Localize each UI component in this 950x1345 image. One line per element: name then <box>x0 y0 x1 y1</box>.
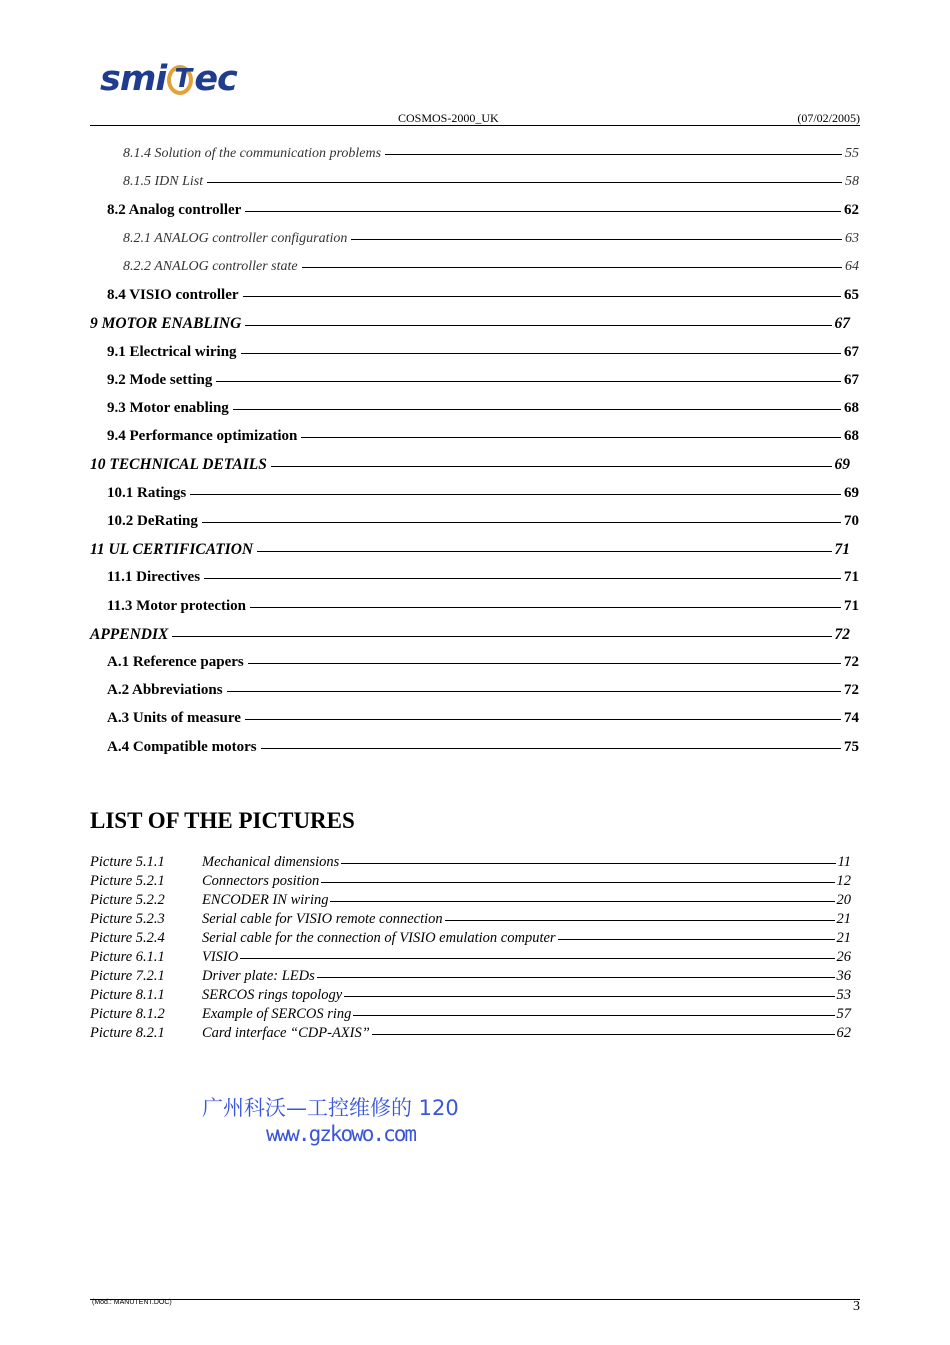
toc-entry-page: 58 <box>845 174 859 189</box>
picture-leader-line <box>558 939 835 940</box>
picture-entry[interactable] <box>90 873 851 890</box>
picture-number: Picture 8.2.1 <box>90 1025 165 1041</box>
toc-entry[interactable] <box>107 710 859 727</box>
toc-entry-label: 8.2.1 ANALOG controller configuration <box>123 231 348 246</box>
picture-caption: SERCOS rings topology <box>202 987 343 1003</box>
toc-entry-label: A.1 Reference papers <box>107 654 244 670</box>
toc-entry-page: 71 <box>844 569 859 585</box>
toc-entry[interactable] <box>107 344 859 361</box>
toc-entry[interactable] <box>107 682 859 699</box>
toc-entry-label: 8.1.4 Solution of the communication problems <box>123 146 382 161</box>
toc-entry-page: 67 <box>844 372 859 388</box>
picture-page: 20 <box>836 892 851 908</box>
toc-entry[interactable] <box>107 654 859 671</box>
toc-entry[interactable] <box>90 626 850 644</box>
toc-entry-page: 71 <box>834 541 850 558</box>
toc-entry-label: 9 MOTOR ENABLING <box>90 315 242 332</box>
toc-leader-line <box>301 437 841 438</box>
header-divider <box>90 125 860 126</box>
toc-entry-page: 67 <box>844 344 859 360</box>
toc-entry[interactable] <box>107 400 859 417</box>
toc-entry-label: A.4 Compatible motors <box>107 739 257 755</box>
toc-entry-label: 10.2 DeRating <box>107 513 198 529</box>
toc-entry[interactable] <box>107 428 859 445</box>
picture-leader-line <box>445 920 835 921</box>
picture-page: 11 <box>837 854 851 870</box>
toc-entry[interactable] <box>107 739 859 756</box>
picture-number: Picture 8.1.1 <box>90 987 165 1003</box>
toc-entry[interactable] <box>90 541 850 559</box>
toc-entry-page: 70 <box>844 513 859 529</box>
toc-entry-page: 55 <box>845 146 859 161</box>
picture-caption: Mechanical dimensions <box>202 854 340 870</box>
picture-number: Picture 5.2.3 <box>90 911 165 927</box>
toc-entry-page: 72 <box>844 654 859 670</box>
picture-leader-line <box>341 863 835 864</box>
toc-entry-page: 67 <box>834 315 850 332</box>
page-number: 3 <box>853 1299 860 1314</box>
toc-entry-page: 65 <box>844 287 859 303</box>
toc-entry-page: 63 <box>845 231 859 246</box>
toc-entry-label: A.2 Abbreviations <box>107 682 223 698</box>
toc-entry[interactable] <box>107 287 859 304</box>
toc-entry-page: 68 <box>844 400 859 416</box>
toc-entry[interactable] <box>107 569 859 586</box>
toc-entry-label: 9.2 Mode setting <box>107 372 213 388</box>
picture-leader-line <box>317 977 835 978</box>
picture-page: 53 <box>836 987 851 1003</box>
picture-leader-line <box>372 1034 835 1035</box>
toc-leader-line <box>302 267 842 268</box>
toc-entry[interactable] <box>90 315 850 333</box>
toc-entry-page: 71 <box>844 598 859 614</box>
picture-number: Picture 7.2.1 <box>90 968 165 984</box>
picture-number: Picture 5.1.1 <box>90 854 165 870</box>
picture-caption: VISIO <box>202 949 239 965</box>
picture-number: Picture 6.1.1 <box>90 949 165 965</box>
toc-entry-page: 69 <box>834 456 850 473</box>
picture-caption: Connectors position <box>202 873 320 889</box>
toc-entry-label: 9.4 Performance optimization <box>107 428 298 444</box>
toc-leader-line <box>241 353 841 354</box>
picture-number: Picture 8.1.2 <box>90 1006 165 1022</box>
picture-entry[interactable] <box>90 1025 851 1042</box>
toc-entry[interactable] <box>90 456 850 474</box>
picture-number: Picture 5.2.1 <box>90 873 165 889</box>
picture-entry[interactable] <box>90 930 851 947</box>
toc-entry[interactable] <box>123 259 859 275</box>
toc-entry-page: 72 <box>834 626 850 643</box>
logo-ring-icon <box>167 65 193 95</box>
picture-caption: Serial cable for VISIO remote connection <box>202 911 443 927</box>
picture-number: Picture 5.2.2 <box>90 892 165 908</box>
toc-entry-label: 11.1 Directives <box>107 569 201 585</box>
toc-leader-line <box>243 296 841 297</box>
toc-entry-label: 9.3 Motor enabling <box>107 400 229 416</box>
toc-entry-page: 75 <box>844 739 859 755</box>
picture-entry[interactable] <box>90 987 851 1004</box>
toc-entry-label: 9.1 Electrical wiring <box>107 344 237 360</box>
toc-entry-label: 8.4 VISIO controller <box>107 287 239 303</box>
picture-page: 12 <box>836 873 851 889</box>
picture-page: 21 <box>836 930 851 946</box>
toc-entry[interactable] <box>123 146 859 162</box>
toc-entry-page: 72 <box>844 682 859 698</box>
picture-entry[interactable] <box>90 854 851 871</box>
toc-leader-line <box>204 578 841 579</box>
toc-leader-line <box>385 154 842 155</box>
toc-entry-label: 11 UL CERTIFICATION <box>90 541 254 558</box>
toc-entry-label: 11.3 Motor protection <box>107 598 247 614</box>
toc-leader-line <box>245 325 831 326</box>
picture-caption: Serial cable for the connection of VISIO emulation computer <box>202 930 556 946</box>
toc-leader-line <box>172 636 831 637</box>
picture-leader-line <box>240 958 834 959</box>
toc-entry-label: 8.1.5 IDN List <box>123 174 204 189</box>
toc-entry[interactable] <box>107 598 859 615</box>
picture-entry[interactable] <box>90 911 851 928</box>
picture-leader-line <box>321 882 834 883</box>
picture-page: 21 <box>836 911 851 927</box>
watermark-url: www.gzkowo.com <box>266 1122 416 1146</box>
picture-caption: Driver plate: LEDs <box>202 968 315 984</box>
footer-divider <box>90 1299 860 1300</box>
picture-page: 57 <box>836 1006 851 1022</box>
toc-entry-page: 68 <box>844 428 859 444</box>
watermark-chinese-text: 广州科沃—工控维修的 120 <box>202 1096 459 1120</box>
toc-entry-label: 8.2 Analog controller <box>107 202 242 218</box>
toc-entry[interactable] <box>123 174 859 190</box>
picture-caption: Card interface “CDP-AXIS” <box>202 1025 370 1041</box>
toc-leader-line <box>250 607 841 608</box>
toc-leader-line <box>207 182 842 183</box>
picture-leader-line <box>353 1015 834 1016</box>
header-date: (07/02/2005) <box>797 111 860 125</box>
toc-leader-line <box>261 748 841 749</box>
toc-entry[interactable] <box>107 372 859 389</box>
pictures-list-title: LIST OF THE PICTURES <box>90 808 355 833</box>
footer-mod-reference: (Mod.: MANUTENT.DOC) <box>92 1299 172 1306</box>
picture-page: 36 <box>836 968 851 984</box>
smitec-logo: smiT ec <box>100 62 237 97</box>
toc-leader-line <box>245 211 841 212</box>
toc-leader-line <box>190 494 841 495</box>
toc-leader-line <box>248 663 841 664</box>
picture-number: Picture 5.2.4 <box>90 930 165 946</box>
toc-entry[interactable] <box>123 231 859 247</box>
toc-entry-page: 62 <box>844 202 859 218</box>
toc-leader-line <box>351 239 842 240</box>
toc-leader-line <box>233 409 841 410</box>
toc-entry-label: 8.2.2 ANALOG controller state <box>123 259 298 274</box>
toc-entry-page: 64 <box>845 259 859 274</box>
toc-entry-label: A.3 Units of measure <box>107 710 241 726</box>
toc-leader-line <box>245 719 841 720</box>
toc-entry-label: 10.1 Ratings <box>107 485 187 501</box>
picture-entry[interactable] <box>90 1006 851 1023</box>
toc-entry-label: 10 TECHNICAL DETAILS <box>90 456 267 473</box>
picture-caption: Example of SERCOS ring <box>202 1006 352 1022</box>
picture-page: 62 <box>836 1025 851 1041</box>
picture-entry[interactable] <box>90 892 851 909</box>
toc-leader-line <box>216 381 841 382</box>
picture-page: 26 <box>836 949 851 965</box>
toc-leader-line <box>202 522 841 523</box>
toc-entry-label: APPENDIX <box>90 626 169 643</box>
toc-entry[interactable] <box>107 513 859 530</box>
header-document-name: COSMOS-2000_UK <box>398 111 499 125</box>
toc-leader-line <box>257 551 831 552</box>
toc-entry[interactable] <box>107 485 859 502</box>
picture-caption: ENCODER IN wiring <box>202 892 329 908</box>
picture-leader-line <box>330 901 834 902</box>
picture-entry[interactable] <box>90 968 851 985</box>
toc-entry-page: 69 <box>844 485 859 501</box>
picture-leader-line <box>344 996 834 997</box>
picture-entry[interactable] <box>90 949 851 966</box>
toc-leader-line <box>271 466 832 467</box>
toc-leader-line <box>227 691 841 692</box>
toc-entry[interactable] <box>107 202 859 219</box>
toc-entry-page: 74 <box>844 710 859 726</box>
